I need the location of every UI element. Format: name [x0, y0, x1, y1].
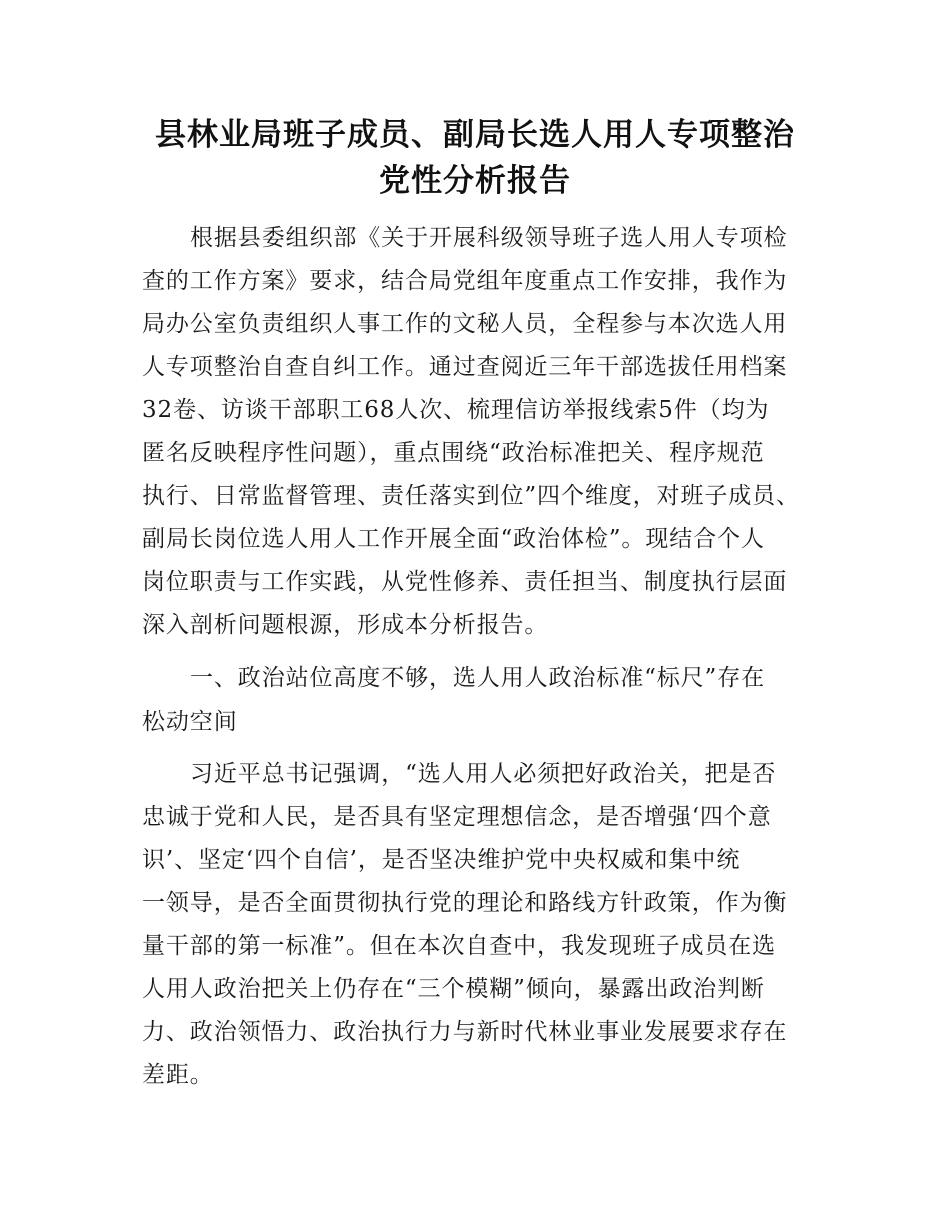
paragraph-line: 人专项整治自查自纠工作。通过查阅近三年干部选拔任用档案 — [142, 354, 788, 380]
paragraph-line: 习近平总书记强调，“选人用人必须把好政治关，把是否 — [190, 761, 777, 787]
report-title-line-2: 党性分析报告 — [379, 163, 571, 199]
heading-line: 松动空间 — [142, 709, 238, 735]
paragraph-line: 忠诚于党和人民，是否具有坚定理想信念，是否增强‘四个意 — [142, 804, 772, 830]
paragraph-line: 量干部的第一标准”。但在本次自查中，我发现班子成员在选 — [142, 933, 777, 959]
paragraph-line: 一领导，是否全面贯彻执行党的理论和路线方针政策，作为衡 — [142, 890, 788, 916]
paragraph-line: 力、政治领悟力、政治执行力与新时代林业事业发展要求存在 — [142, 1019, 788, 1045]
paragraph-line: 深入剖析问题根源，形成本分析报告。 — [142, 612, 549, 638]
paragraph-line: 根据县委组织部《关于开展科级领导班子选人用人专项检 — [190, 225, 788, 251]
paragraph-line: 局办公室负责组织人事工作的文秘人员，全程参与本次选人用 — [142, 311, 788, 337]
paragraph-line: 识’、坚定‘四个自信’，是否坚决维护党中央权威和集中统 — [142, 847, 741, 873]
paragraph-line: 人用人政治把关上仍存在“三个模糊”倾向，暴露出政治判断 — [142, 976, 765, 1002]
paragraph-line: 执行、日常监督管理、责任落实到位”四个维度，对班子成员、 — [142, 483, 800, 509]
paragraph-line: 岗位职责与工作实践，从党性修养、责任担当、制度执行层面 — [142, 569, 788, 595]
paragraph-line: 差距。 — [142, 1062, 214, 1088]
paragraph-line: 32卷、访谈干部职工68人次、梳理信访举报线索5件（均为 — [142, 397, 770, 423]
paragraph-line: 副局长岗位选人用人工作开展全面“政治体检”。现结合个人 — [142, 526, 765, 552]
heading-line: 一、政治站位高度不够，选人用人政治标准“标尺”存在 — [190, 665, 766, 691]
paragraph-line: 查的工作方案》要求，结合局党组年度重点工作安排，我作为 — [142, 268, 788, 294]
paragraph-line: 匿名反映程序性问题），重点围绕“政治标准把关、程序规范 — [142, 440, 765, 466]
report-title-line-1: 县林业局班子成员、副局长选人用人专项整治 — [155, 117, 795, 153]
